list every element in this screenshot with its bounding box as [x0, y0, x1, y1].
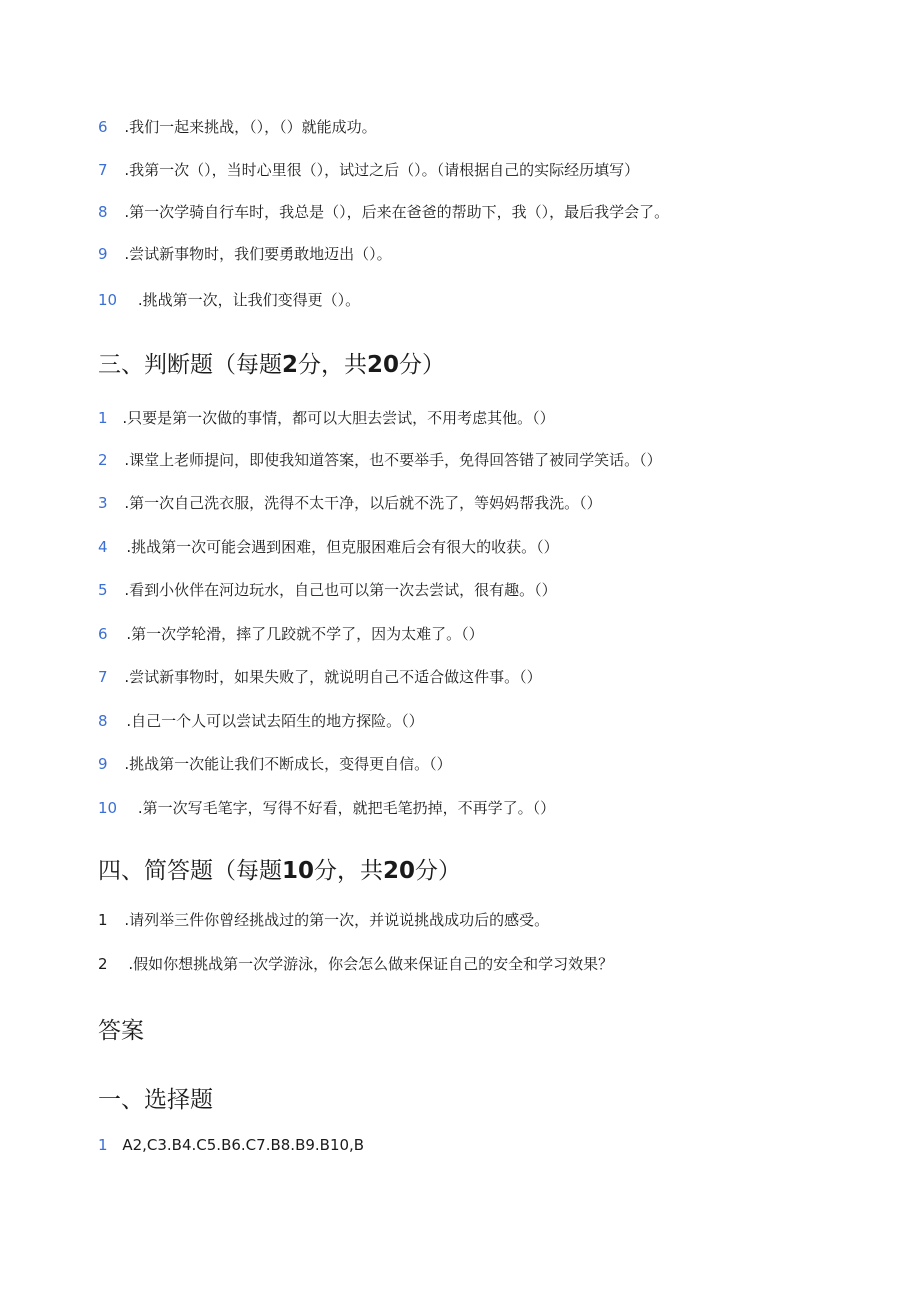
item-number: 2: [98, 955, 108, 973]
judgment-item: [98, 408, 555, 428]
item-text: .第一次写毛笔字，写得不好看，就把毛笔扔掉，不再学了。（）: [137, 799, 556, 817]
judgment-item: [98, 798, 555, 818]
item-text: .第一次学骑自行车时，我总是（），后来在爸爸的帮助下，我（），最后我学会了。: [124, 203, 670, 221]
answer-text: A2,C3.B4.C5.B6.C7.B8.B9.B10,B: [122, 1136, 365, 1154]
item-number: 8: [98, 203, 108, 221]
item-number: 9: [98, 755, 108, 773]
item-text: .只要是第一次做的事情，都可以大胆去尝试，不用考虑其他。（）: [122, 409, 555, 427]
fill-in-item: [98, 290, 360, 310]
judgment-item: [98, 667, 542, 687]
heading-number: 10: [282, 858, 315, 884]
item-text: .我们一起来挑战，（），（）就能成功。: [124, 118, 377, 136]
judgment-item: [98, 711, 424, 731]
short-answer-item: [98, 910, 549, 930]
item-number: 3: [98, 494, 108, 512]
item-number: 1: [98, 409, 108, 427]
judgment-item: [98, 580, 557, 600]
heading-text: 分）: [399, 352, 446, 378]
item-number: 4: [98, 538, 108, 556]
short-answer-item: [98, 954, 613, 974]
heading-number: 2: [282, 352, 299, 378]
item-number: 6: [98, 625, 108, 643]
section-heading-short-answer: [98, 856, 461, 886]
item-text: .尝试新事物时，我们要勇敢地迈出（）。: [124, 245, 392, 263]
item-number: 1: [98, 911, 108, 929]
item-text: .假如你想挑战第一次学游泳，你会怎么做来保证自己的安全和学习效果？: [128, 955, 614, 973]
item-number: 8: [98, 712, 108, 730]
fill-in-item: [98, 244, 392, 264]
item-number: 10: [98, 291, 118, 309]
item-number: 10: [98, 799, 118, 817]
item-text: .课堂上老师提问，即使我知道答案，也不要举手，免得回答错了被同学笑话。（）: [124, 451, 662, 469]
item-text: .第一次自己洗衣服，洗得不太干净，以后就不洗了，等妈妈帮我洗。（）: [124, 494, 602, 512]
section-heading-choice: 一、选择题: [98, 1087, 213, 1113]
heading-text: 分）: [415, 858, 462, 884]
item-number: 5: [98, 581, 108, 599]
judgment-item: [98, 624, 484, 644]
item-number: 9: [98, 245, 108, 263]
item-text: .尝试新事物时，如果失败了，就说明自己不适合做这件事。（）: [124, 668, 542, 686]
item-text: .我第一次（），当时心里很（），试过之后（）。（请根据自己的实际经历填写）: [124, 161, 640, 179]
item-text: .挑战第一次可能会遇到困难，但克服困难后会有很大的收获。（）: [126, 538, 559, 556]
heading-text: 四、简答题（每题: [98, 858, 282, 884]
answer-line: [98, 1135, 364, 1155]
judgment-item: [98, 537, 559, 557]
judgment-item: [98, 493, 602, 513]
heading-number: 20: [383, 858, 416, 884]
section-heading-judgment: [98, 350, 445, 380]
item-number: 2: [98, 451, 108, 469]
judgment-item: [98, 450, 662, 470]
heading-number: 20: [367, 352, 400, 378]
item-number: 6: [98, 118, 108, 136]
answers-title: 答案: [98, 1018, 144, 1044]
item-text: .第一次学轮滑，摔了几跤就不学了，因为太难了。（）: [126, 625, 484, 643]
item-number: 1: [98, 1136, 108, 1154]
judgment-item: [98, 754, 452, 774]
item-text: .请列举三件你曾经挑战过的第一次，并说说挑战成功后的感受。: [124, 911, 550, 929]
heading-text: 分，共: [298, 352, 368, 378]
fill-in-item: [98, 202, 669, 222]
item-text: .挑战第一次能让我们不断成长，变得更自信。（）: [124, 755, 452, 773]
heading-text: 三、判断题（每题: [98, 352, 282, 378]
fill-in-item: [98, 117, 377, 137]
heading-text: 分，共: [314, 858, 384, 884]
item-number: 7: [98, 668, 108, 686]
fill-in-item: [98, 160, 639, 180]
item-text: .自己一个人可以尝试去陌生的地方探险。（）: [126, 712, 424, 730]
item-text: .看到小伙伴在河边玩水，自己也可以第一次去尝试，很有趣。（）: [124, 581, 557, 599]
item-text: .挑战第一次，让我们变得更（）。: [137, 291, 361, 309]
item-number: 7: [98, 161, 108, 179]
